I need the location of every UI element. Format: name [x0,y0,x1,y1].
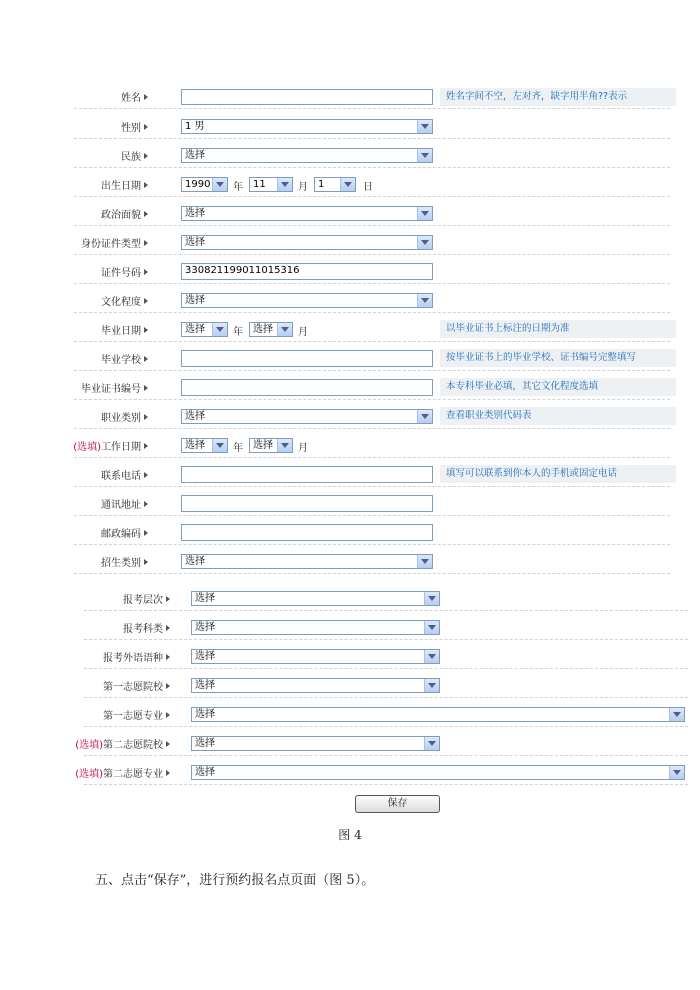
instruction-paragraph: 五、点击“保存”，进行预约报名点页面（图 5）。 [95,873,375,888]
optional-tag: (选填) [75,740,103,751]
second-school-select[interactable]: 选择 [191,736,440,751]
phone-label: 联系电话 [101,467,148,482]
enroll-type-select[interactable]: 选择 [181,554,433,569]
work-date-row [74,435,670,458]
exam-language-select[interactable]: 选择 [191,649,440,664]
chevron-down-icon [417,207,432,220]
chevron-down-icon [424,650,439,663]
ethnicity-label: 民族 [121,148,148,163]
graduation-date-label: 毕业日期 [101,322,148,337]
gender-select[interactable]: 1 男 [181,119,433,134]
chevron-down-icon [212,323,227,336]
occupation-select[interactable]: 选择 [181,409,433,424]
birth-label: 出生日期 [101,177,148,192]
work-month-select[interactable]: 选择 [249,438,293,453]
work-month-unit: 月 [298,443,308,454]
address-label: 通讯地址 [101,496,148,511]
graduation-year-unit: 年 [233,327,243,338]
education-select[interactable]: 选择 [181,293,433,308]
cert-number-hint: 本专科毕业必填，其它文化程度选填 [440,378,676,396]
id-type-label: 身份证件类型 [81,235,148,250]
id-number-input[interactable]: 330821199011015316 [181,263,433,280]
chevron-down-icon [417,149,432,162]
work-date-label: (选填)工作日期 [73,438,148,453]
chevron-down-icon [277,178,292,191]
graduation-year-select[interactable]: 选择 [181,322,228,337]
school-label: 毕业学校 [101,351,148,366]
id-type-select[interactable]: 选择 [181,235,433,250]
exam-subject-label: 报考科类 [123,620,170,635]
chevron-down-icon [277,439,292,452]
first-major-select[interactable]: 选择 [191,707,685,722]
save-button[interactable]: 保存 [355,795,440,813]
chevron-down-icon [669,766,684,779]
graduation-date-hint: 以毕业证书上标注的日期为准 [440,320,676,338]
second-school-label: (选填)第二志愿院校 [75,736,170,751]
second-major-label: (选填)第二志愿专业 [75,765,170,780]
birth-month-select[interactable]: 11 [249,177,293,192]
birth-year-select[interactable]: 1990 [181,177,228,192]
name-hint: 姓名字间不空，左对齐，缺字用半角??表示 [440,88,676,106]
graduation-month-select[interactable]: 选择 [249,322,293,337]
optional-tag: (选填) [75,769,103,780]
chevron-down-icon [340,178,355,191]
occupation-hint-link[interactable]: 查看职业类别代码表 [440,407,676,425]
exam-level-select[interactable]: 选择 [191,591,440,606]
optional-tag: (选填) [73,442,101,453]
chevron-down-icon [277,323,292,336]
chevron-down-icon [417,294,432,307]
chevron-down-icon [424,679,439,692]
exam-language-label: 报考外语语种 [103,649,170,664]
chevron-down-icon [417,555,432,568]
second-major-select[interactable]: 选择 [191,765,685,780]
chevron-down-icon [417,410,432,423]
address-input[interactable] [181,495,433,512]
school-input[interactable] [181,350,433,367]
birth-day-unit: 日 [363,182,373,193]
first-major-label: 第一志愿专业 [103,707,170,722]
political-label: 政治面貌 [101,206,148,221]
enroll-type-label: 招生类别 [101,554,148,569]
school-hint: 按毕业证书上的毕业学校、证书编号完整填写 [440,349,676,367]
name-input[interactable] [181,89,433,105]
first-school-select[interactable]: 选择 [191,678,440,693]
birth-year-unit: 年 [233,182,243,193]
work-year-select[interactable]: 选择 [181,438,228,453]
chevron-down-icon [424,737,439,750]
graduation-month-unit: 月 [298,327,308,338]
chevron-down-icon [417,120,432,133]
work-year-unit: 年 [233,443,243,454]
phone-input[interactable] [181,466,433,483]
gender-label: 性别 [121,119,148,134]
cert-number-input[interactable] [181,379,433,396]
exam-level-label: 报考层次 [123,591,170,606]
chevron-down-icon [669,708,684,721]
chevron-down-icon [212,439,227,452]
chevron-down-icon [424,592,439,605]
birth-day-select[interactable]: 1 [314,177,356,192]
name-label: 姓名 [121,89,148,104]
figure-caption: 图 4 [338,828,362,842]
ethnicity-select[interactable]: 选择 [181,148,433,163]
cert-number-label: 毕业证书编号 [81,380,148,395]
id-number-label: 证件号码 [101,264,148,279]
education-label: 文化程度 [101,293,148,308]
occupation-label: 职业类别 [101,409,148,424]
chevron-down-icon [212,178,227,191]
birth-month-unit: 月 [298,182,308,193]
phone-hint: 填写可以联系到你本人的手机或固定电话 [440,465,676,483]
postcode-label: 邮政编码 [101,525,148,540]
chevron-down-icon [424,621,439,634]
chevron-down-icon [417,236,432,249]
first-school-label: 第一志愿院校 [103,678,170,693]
political-select[interactable]: 选择 [181,206,433,221]
exam-subject-select[interactable]: 选择 [191,620,440,635]
postcode-input[interactable] [181,524,433,541]
